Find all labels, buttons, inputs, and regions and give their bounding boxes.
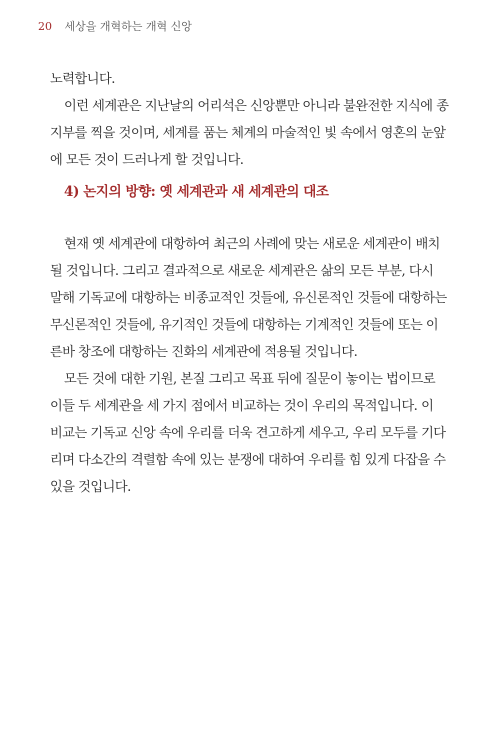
paragraph-3 [50, 366, 460, 501]
paragraph-line: 노력합니다. [50, 72, 115, 87]
paragraph-1 [50, 66, 460, 174]
paragraph-line: 지부를 찍을 것이며, 세계를 품는 체계의 마술적인 빛 속에서 영혼의 눈앞 [50, 126, 446, 141]
paragraph-line: 에 모든 것이 드러나게 할 것입니다. [50, 153, 244, 168]
paragraph-line: 말해 기독교에 대항하는 비종교적인 것들에, 유신론적인 것들에 대항하는 [50, 291, 447, 306]
section-heading: 4) 논지의 방향: 옛 세계관과 새 세계관의 대조 [64, 184, 329, 200]
paragraph-line: 리며 다소간의 격렬함 속에 있는 분쟁에 대하여 우리를 힘 있게 다잡을 수 [50, 453, 446, 468]
book-title: 세상을 개혁하는 개혁 신앙 [64, 20, 192, 33]
page-number: 20 [38, 20, 52, 33]
paragraph-line: 있을 것입니다. [50, 480, 131, 495]
running-head [38, 18, 192, 34]
paragraph-2 [50, 231, 460, 366]
paragraph-line: 모든 것에 대한 기원, 본질 그리고 목표 뒤에 질문이 놓이는 법이므로 [64, 372, 436, 387]
paragraph-line: 현재 옛 세계관에 대항하여 최근의 사례에 맞는 새로운 세계관이 배치 [64, 237, 440, 252]
paragraph-line: 무신론적인 것들에, 유기적인 것들에 대항하는 기계적인 것들에 또는 이 [50, 318, 439, 333]
paragraph-line: 이들 두 세계관을 세 가지 점에서 비교하는 것이 우리의 목적입니다. 이 [50, 399, 434, 414]
paragraph-line: 이런 세계관은 지난날의 어리석은 신앙뿐만 아니라 불완전한 지식에 종 [64, 99, 449, 114]
paragraph-line: 른바 창조에 대항하는 진화의 세계관에 적용될 것입니다. [50, 345, 358, 360]
paragraph-line: 될 것입니다. 그리고 결과적으로 새로운 세계관은 삶의 모든 부분, 다시 [50, 264, 434, 279]
paragraph-line: 비교는 기독교 신앙 속에 우리를 더욱 견고하게 세우고, 우리 모두를 기다 [50, 426, 446, 441]
